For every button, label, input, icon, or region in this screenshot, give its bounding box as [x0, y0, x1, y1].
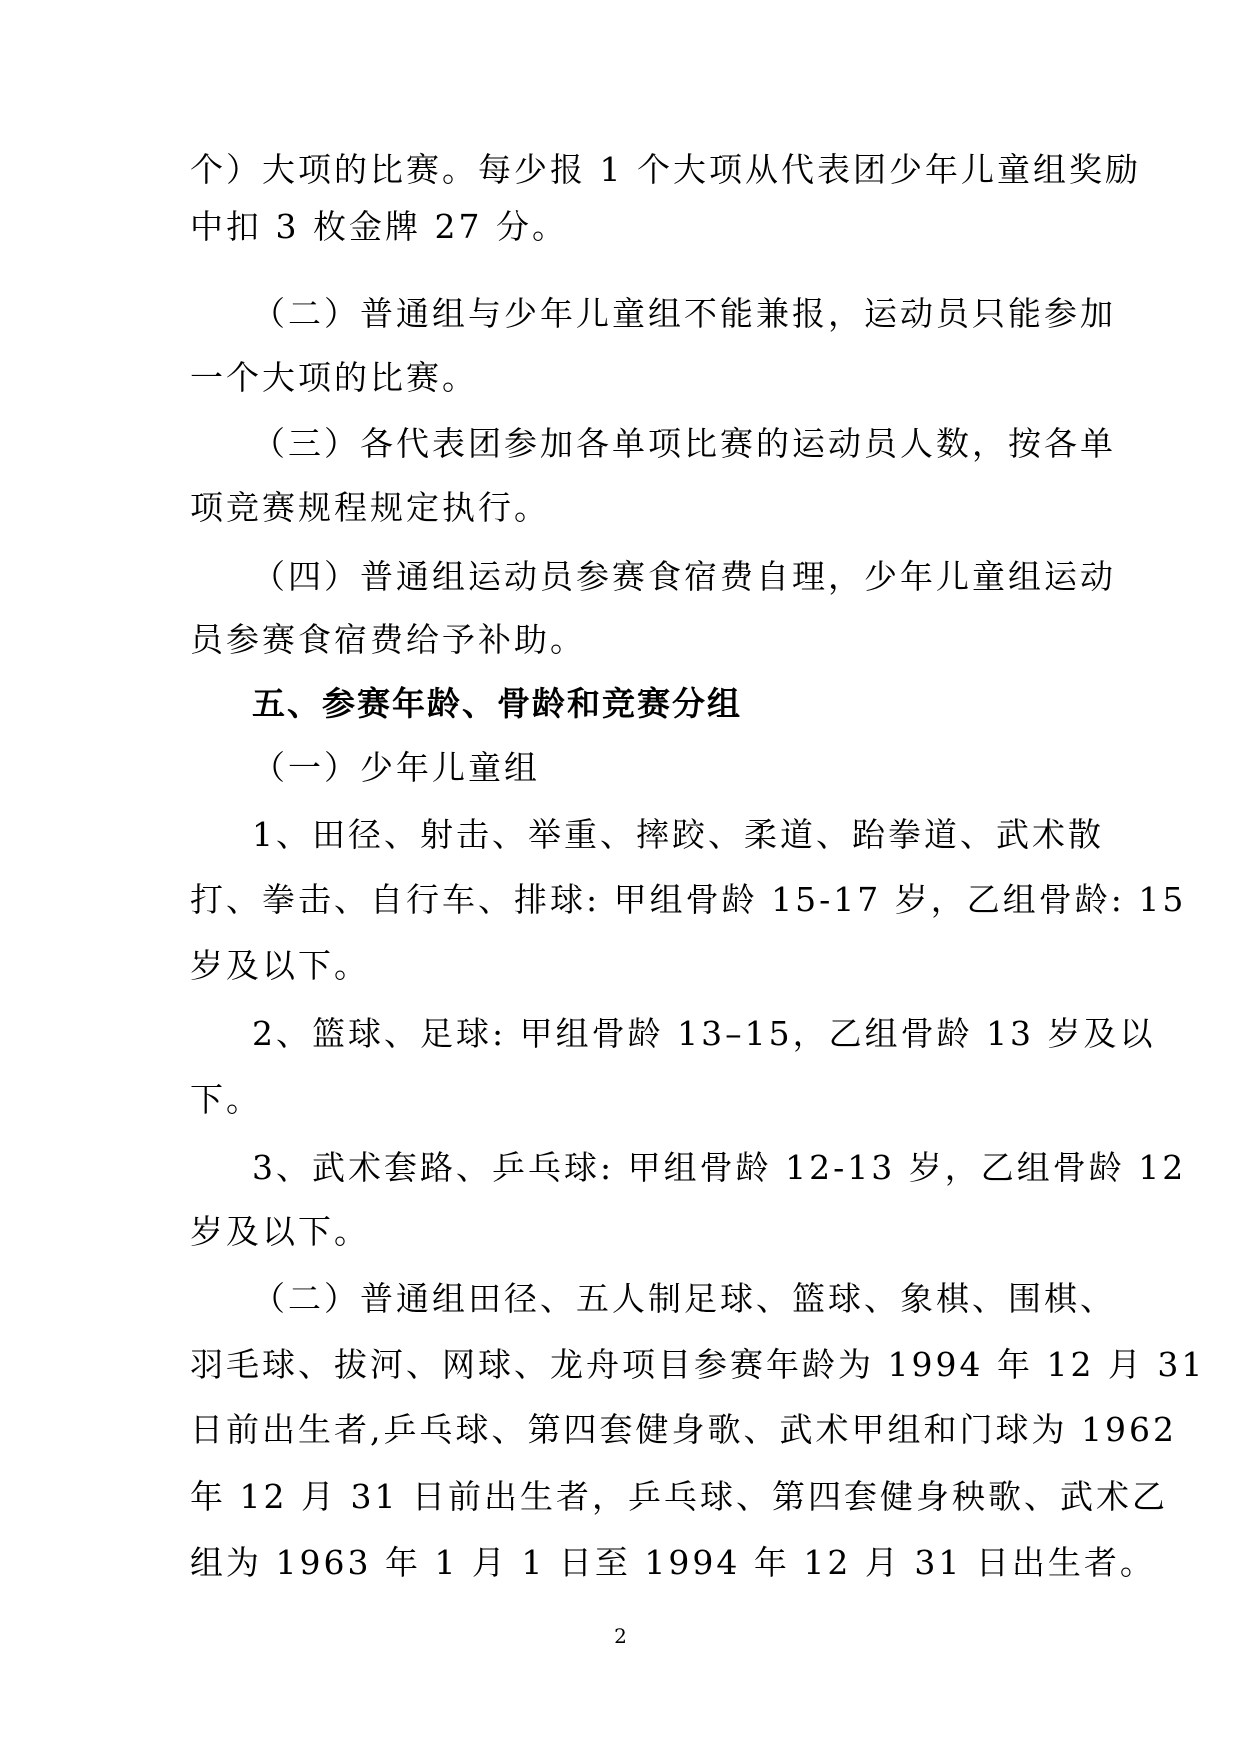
text-line: 3、武术套路、乒乓球: 甲组骨龄 12-13 岁，乙组骨龄 12: [252, 1148, 1187, 1187]
text-line: 打、拳击、自行车、排球: 甲组骨龄 15-17 岁，乙组骨龄: 15: [190, 880, 1187, 919]
text-line: 2、篮球、足球: 甲组骨龄 13–15，乙组骨龄 13 岁及以: [252, 1014, 1156, 1053]
text-line: （二）普通组田径、五人制足球、篮球、象棋、围棋、: [252, 1279, 1116, 1318]
text-line: （三）各代表团参加各单项比赛的运动员人数，按各单: [252, 424, 1116, 463]
text-line: 一个大项的比赛。: [190, 358, 478, 397]
text-line: 个）大项的比赛。每少报 1 个大项从代表团少年儿童组奖励: [190, 150, 1141, 189]
text-line: 岁及以下。: [190, 946, 370, 985]
text-line: （四）普通组运动员参赛食宿费自理，少年儿童组运动: [252, 557, 1116, 596]
text-line: 羽毛球、拔河、网球、龙舟项目参赛年龄为 1994 年 12 月 31: [190, 1345, 1206, 1384]
text-line: 年 12 月 31 日前出生者，乒乓球、第四套健身秧歌、武术乙: [190, 1477, 1168, 1516]
page-number: 2: [614, 1624, 627, 1648]
text-line: 员参赛食宿费给予补助。: [190, 620, 586, 659]
text-line: 岁及以下。: [190, 1212, 370, 1251]
text-line: 组为 1963 年 1 月 1 日至 1994 年 12 月 31 日出生者。: [190, 1543, 1156, 1582]
text-line: 下。: [190, 1080, 262, 1119]
text-line: 1、田径、射击、举重、摔跤、柔道、跆拳道、武术散: [252, 815, 1104, 854]
text-line: 中扣 3 枚金牌 27 分。: [190, 207, 568, 246]
section-heading: 五、参赛年龄、骨龄和竞赛分组: [252, 684, 742, 723]
subsection-heading: （一）少年儿童组: [252, 748, 540, 787]
text-line: 项竞赛规程规定执行。: [190, 488, 550, 527]
text-line: 日前出生者,乒乓球、第四套健身歌、武术甲组和门球为 1962: [190, 1410, 1177, 1449]
text-line: （二）普通组与少年儿童组不能兼报，运动员只能参加: [252, 294, 1116, 333]
